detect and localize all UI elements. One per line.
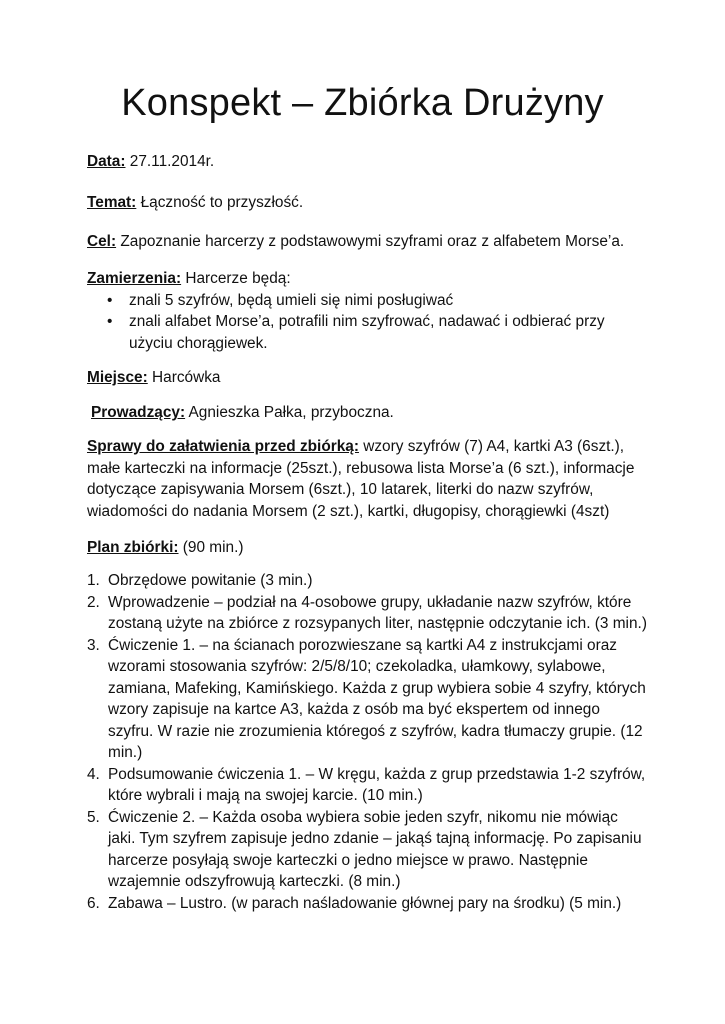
plan-item (87, 592, 647, 635)
date-value: 27.11.2014r. (125, 153, 215, 170)
leader-line (87, 402, 647, 424)
intentions-section (87, 268, 647, 354)
plan-item (87, 893, 647, 915)
plan-item (87, 807, 647, 893)
intentions-value: Harcerze będą: (181, 270, 291, 287)
plan-item-text: Podsumowanie ćwiczenia 1. – W kręgu, każda z grup przedstawia 1-2 szyfrów, które wybrali i mają na swojej karcie. (10 min.) (108, 765, 646, 804)
plan-item-text: Wprowadzenie – podział na 4-osobowe grupy, układanie nazw szyfrów, które zostaną użyte na zbiórce z rozsypanych liter, następnie odczytanie ich. (3 min.) (108, 593, 647, 632)
goal-label: Cel: (87, 233, 117, 250)
document-title: Konspekt – Zbiórka Drużyny (121, 82, 604, 124)
plan-item (87, 764, 647, 807)
tasks-paragraph (87, 436, 647, 522)
plan-item-text: Ćwiczenie 1. – na ścianach porozwieszane są kartki A4 z instrukcjami oraz wzorami stosowania szyfrów: 2/5/8/10; czekoladka, ułamkowy, sylabowe, zamiana, Mafeking, Kamińskiego. Każda z grup wybiera sobie 4 szyfry, których wzory zapisuje na kartce A3, każda z osób ma być ekspertem od innego szyfru. W razie nie zrozumienia któregoś z szyfrów, kadra tłumaczy grupie. (12 min.) (108, 636, 646, 761)
plan-item-number: 5. (87, 808, 100, 826)
plan-item-text: Ćwiczenie 2. – Każda osoba wybiera sobie jeden szyfr, nikomu nie mówiąc jaki. Tym szyfrem zapisuje jedno zdanie – jakąś tajną informację. Po zapisaniu harcerze posyłają swoje karteczki o jedno miejsce w prawo. Następnie wzajemnie odszyfrowują karteczki. (8 min.) (108, 808, 642, 890)
plan-item-text: Zabawa – Lustro. (w parach naśladowanie głównej pary na środku) (5 min.) (108, 894, 622, 912)
leader-value: Agnieszka Pałka, przyboczna. (185, 404, 394, 421)
plan-value: (90 min.) (178, 539, 244, 556)
intentions-label: Zamierzenia: (87, 270, 182, 287)
list-item (87, 311, 647, 354)
plan-list (87, 570, 647, 914)
list-item-text: znali alfabet Morse’a, potrafili nim szyfrować, nadawać i odbierać przy użyciu chorągiewek. (129, 313, 605, 352)
place-line (87, 367, 647, 389)
leader-label: Prowadzący: (91, 404, 186, 421)
tasks-value: wzory szyfrów (7) A4, kartki A3 (6szt.), małe karteczki na informacje (25szt.), rebusowa lista Morse’a (6 szt.), informacje dotyczące zapisywania Morsem (6szt.), 10 latarek, literki do nazw szyfrów, wiadomości do nadania Morsem (2 szt.), kartki, długopisy, chorągiewki (4szt) (87, 438, 635, 520)
topic-value: Łączność to przyszłość. (136, 194, 304, 211)
goal-value: Zapoznanie harcerzy z podstawowymi szyframi oraz z alfabetem Morse’a. (116, 233, 625, 250)
place-label: Miejsce: (87, 369, 148, 386)
list-item-text: znali 5 szyfrów, będą umieli się nimi posługiwać (129, 291, 454, 309)
plan-item-number: 3. (87, 636, 100, 654)
topic-label: Temat: (87, 194, 137, 211)
bullet-icon: • (107, 313, 113, 330)
list-item (87, 290, 647, 312)
intentions-list (87, 290, 647, 355)
topic-line (87, 192, 647, 214)
plan-item-text: Obrzędowe powitanie (3 min.) (108, 572, 313, 589)
tasks-label: Sprawy do załatwienia przed zbiórką: (87, 438, 359, 455)
plan-item-number: 2. (87, 593, 100, 611)
plan-item (87, 570, 647, 592)
plan-item-number: 4. (87, 765, 100, 783)
plan-label: Plan zbiórki: (87, 539, 179, 556)
bullet-icon: • (107, 291, 113, 309)
plan-item-number: 6. (87, 894, 100, 912)
plan-item-number: 1. (87, 572, 100, 589)
date-label: Data: (87, 153, 126, 170)
plan-section (87, 570, 647, 914)
date-line (87, 151, 647, 173)
goal-line (87, 231, 647, 253)
plan-item (87, 635, 647, 764)
place-value: Harcówka (147, 369, 221, 386)
intentions-line (87, 268, 647, 290)
plan-line (87, 537, 647, 559)
